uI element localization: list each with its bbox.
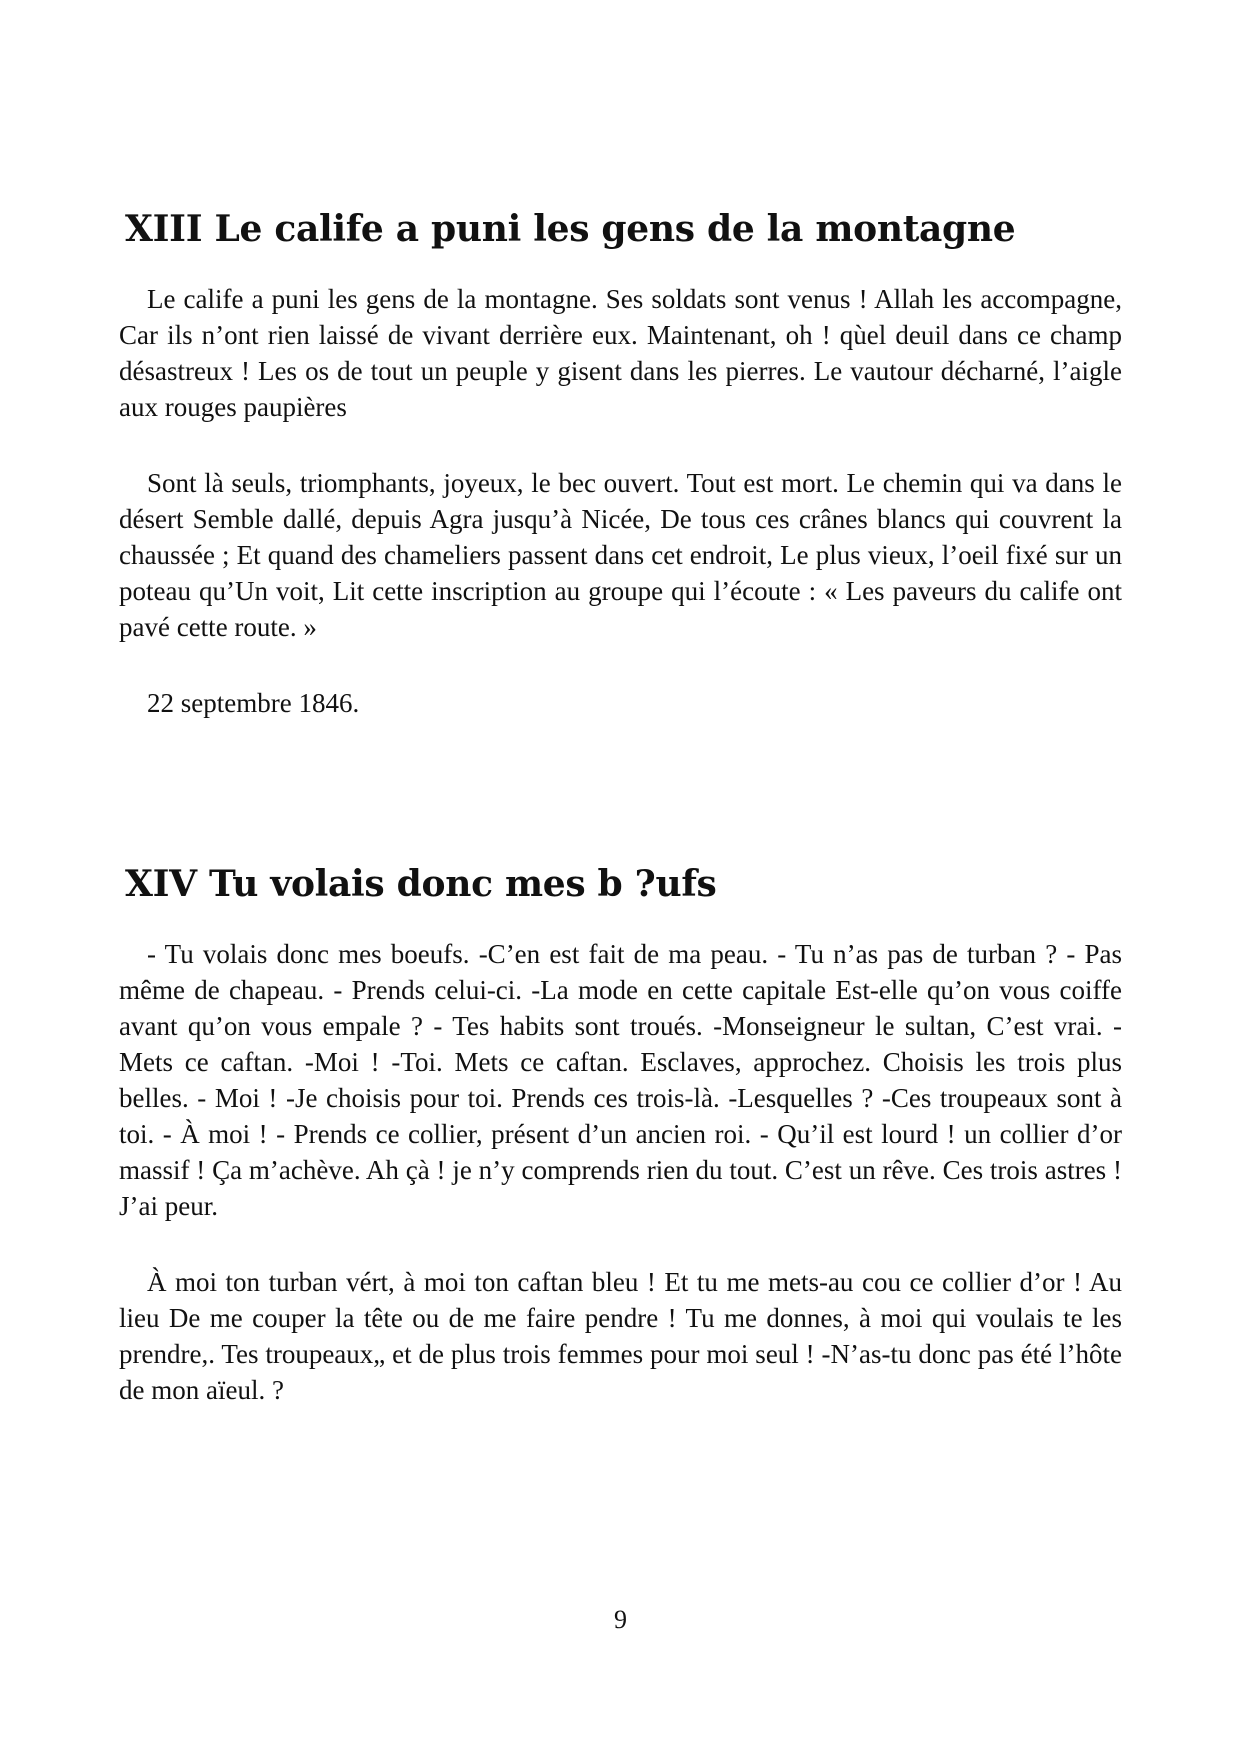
chapter-xiv [119, 860, 1122, 1408]
paragraph: - Tu volais donc mes boeufs. -C’en est fait de ma peau. - Tu n’as pas de turban ? - Pas même de chapeau. - Prends celui-ci. -La mode en cette capitale Est-elle qu’on vous coiffe avant qu’on vous empale ? - Tes habits sont troués. -Monseigneur le sultan, C’est vrai. - Mets ce caftan. -Moi ! -Toi. Mets ce caftan. Esclaves, approchez. Choisis les trois plus belles. - Moi ! -Je choisis pour toi. Prends ces trois-là. -Lesquelles ? -Ces troupeaux sont à toi. - À moi ! - Prends ce collier, présent d’un ancien roi. - Qu’il est lourd ! un collier d’or massif ! Ça m’achève. Ah çà ! je n’y comprends rien du tout. C’est un rêve. Ces trois astres ! J’ai peur. [119, 939, 1122, 1221]
chapter-title: XIII Le calife a puni les gens de la montagne [125, 208, 1016, 250]
paragraph: À moi ton turban vért, à moi ton caftan bleu ! Et tu me mets-au cou ce collier d’or ! Au lieu De me couper la tête ou de me faire pendre ! Tu me donnes, à moi qui voulais te les prendre,. Tes troupeaux„ et de plus trois femmes pour moi seul ! -N’as-tu donc pas été l’hôte de mon aïeul. ? [119, 1267, 1122, 1405]
date-line: 22 septembre 1846. [147, 688, 360, 718]
paragraph: Sont là seuls, triomphants, joyeux, le bec ouvert. Tout est mort. Le chemin qui va dans le désert Semble dallé, depuis Agra jusqu’à Nicée, De tous ces crânes blancs qui couvrent la chaussée ; Et quand des chameliers passent dans cet endroit, Le plus vieux, l’oeil fixé sur un poteau qu’Un voit, Lit cette inscription au groupe qui l’écoute : « Les paveurs du calife ont pavé cette route. » [119, 468, 1122, 642]
paragraph: Le calife a puni les gens de la montagne. Ses soldats sont venus ! Allah les accompagne, Car ils n’ont rien laissé de vivant derrière eux. Maintenant, oh ! qùel deuil dans ce champ désastreux ! Les os de tout un peuple y gisent dans les pierres. Le vautour décharné, l’aigle aux rouges paupières [119, 284, 1122, 422]
chapter-title: XIV Tu volais donc mes b ?ufs [125, 863, 717, 905]
page-number: 9 [614, 1605, 627, 1634]
chapter-xiii [119, 205, 1122, 721]
